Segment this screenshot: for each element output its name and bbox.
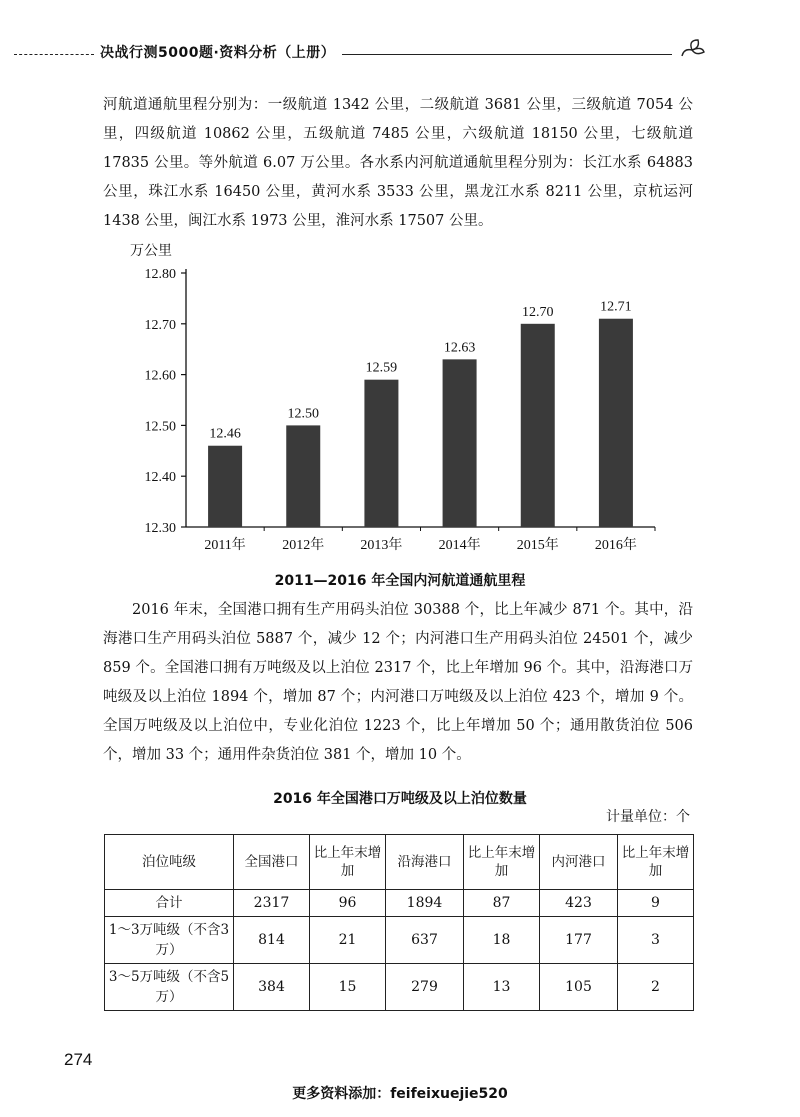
bar-value-label: 12.63 xyxy=(443,340,476,356)
table-row xyxy=(105,917,694,964)
table-row xyxy=(105,890,694,917)
y-axis-label: 万公里 xyxy=(130,244,172,259)
table-cell: 1894 xyxy=(386,890,464,917)
bar xyxy=(521,324,555,527)
table-header-cell: 全国港口 xyxy=(234,835,310,890)
table-header-cell: 比上年末增加 xyxy=(310,835,386,890)
table-cell: 814 xyxy=(234,917,310,964)
bar-value-label: 12.70 xyxy=(522,304,554,320)
x-tick-label: 2014年 xyxy=(438,538,481,553)
y-tick-label: 12.80 xyxy=(144,267,176,282)
book-title: 决战行测5000题·资料分析（上册） xyxy=(100,45,336,61)
y-tick-label: 12.60 xyxy=(144,368,176,384)
x-tick-label: 2016年 xyxy=(594,538,637,553)
y-tick-label: 12.30 xyxy=(144,521,176,536)
table-header-row xyxy=(105,835,694,890)
row-label: 合计 xyxy=(105,890,234,917)
table-cell: 21 xyxy=(310,917,386,964)
bar xyxy=(599,319,633,527)
footer-note: 更多资料添加：feifeixuejie520 xyxy=(292,1086,508,1102)
table-cell: 87 xyxy=(464,890,540,917)
table-cell: 18 xyxy=(464,917,540,964)
bar xyxy=(208,446,242,527)
bar xyxy=(364,380,398,527)
header-solid-rule xyxy=(342,54,672,55)
bar-value-label: 12.59 xyxy=(365,360,398,376)
bar-value-label: 12.46 xyxy=(209,426,241,442)
table-title: 2016 年全国港口万吨级及以上泊位数量 xyxy=(273,791,527,807)
header-dashed-rule xyxy=(14,54,94,55)
table-header-cell: 沿海港口 xyxy=(386,835,464,890)
table-header-cell: 泊位吨级 xyxy=(105,835,234,890)
table-cell: 384 xyxy=(234,964,310,1011)
table-cell: 13 xyxy=(464,964,540,1011)
row-label: 3～5万吨级（不含5万） xyxy=(105,964,234,1011)
table-header-cell: 比上年末增加 xyxy=(464,835,540,890)
table-cell: 96 xyxy=(310,890,386,917)
y-tick-label: 12.70 xyxy=(144,317,176,333)
table-cell: 177 xyxy=(540,917,618,964)
table-cell: 423 xyxy=(540,890,618,917)
table-cell: 3 xyxy=(618,917,694,964)
bar-value-label: 12.71 xyxy=(600,299,632,315)
table-cell: 105 xyxy=(540,964,618,1011)
sprout-icon xyxy=(676,34,706,64)
table-header-cell: 内河港口 xyxy=(540,835,618,890)
table-cell: 2 xyxy=(618,964,694,1011)
chart-caption: 2011—2016 年全国内河航道通航里程 xyxy=(274,573,526,589)
ports-paragraph: 2016 年末，全国港口拥有生产用码头泊位 30388 个，比上年减少 871 个。其中，沿海港口生产用码头泊位 5887 个，减少 12 个；内河港口生产用码头泊位 24501 个，减少 859 个。全国港口拥有万吨级及以上泊位 2317 个，比上年增加 96 个。其中，沿海港口万吨级及以上泊位 1894 个，增加 87 个；内河港口万吨级及以上泊位 423 个，增加 9 个。全国万吨级及以上泊位中，专业化泊位 1223 个，比上年增加 50 个；通用散货泊位 506 个，增加 33 个；通用件杂货泊位 381 个，增加 10 个。 xyxy=(103,602,693,763)
berth-table xyxy=(104,834,694,1011)
bar-value-label: 12.50 xyxy=(287,406,319,422)
bar xyxy=(286,425,320,527)
table-cell: 2317 xyxy=(234,890,310,917)
page-header xyxy=(0,40,800,64)
page-number: 274 xyxy=(64,1050,93,1069)
table-header-cell: 比上年末增加 xyxy=(618,835,694,890)
table-cell: 637 xyxy=(386,917,464,964)
x-tick-label: 2012年 xyxy=(282,538,325,553)
table-row xyxy=(105,964,694,1011)
x-tick-label: 2011年 xyxy=(204,538,246,553)
x-tick-label: 2015年 xyxy=(516,538,559,553)
table-unit: 计量单位：个 xyxy=(606,809,690,825)
intro-paragraph: 河航道通航里程分别为：一级航道 1342 公里，二级航道 3681 公里，三级航道 7054 公里，四级航道 10862 公里，五级航道 7485 公里，六级航道 18150 公里，七级航道 17835 公里。等外航道 6.07 万公里。各水系内河航道通航里程分别为：长江水系 64883 公里，珠江水系 16450 公里，黄河水系 3533 公里，黑龙江水系 8211 公里，京杭运河 1438 公里，闽江水系 1973 公里，淮河水系 17507 公里。 xyxy=(103,97,693,229)
bar xyxy=(443,359,477,527)
y-tick-label: 12.40 xyxy=(144,470,176,486)
waterway-mileage-chart xyxy=(120,237,660,567)
table-cell: 9 xyxy=(618,890,694,917)
x-tick-label: 2013年 xyxy=(360,538,403,553)
y-tick-label: 12.50 xyxy=(144,419,176,435)
row-label: 1～3万吨级（不含3万） xyxy=(105,917,234,964)
table-cell: 279 xyxy=(386,964,464,1011)
table-cell: 15 xyxy=(310,964,386,1011)
